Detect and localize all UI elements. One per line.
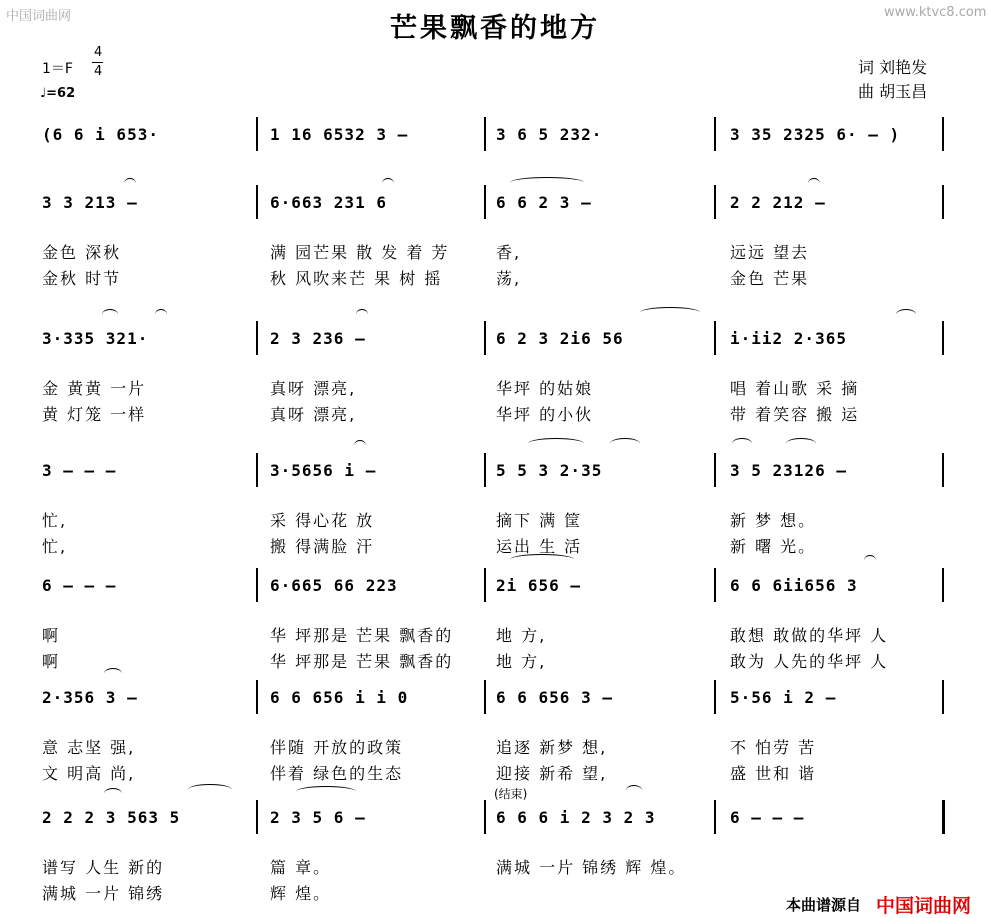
bar-line	[256, 800, 258, 834]
slur-curve	[124, 178, 136, 189]
lyric-verse-2: 辉 煌。	[270, 884, 332, 903]
ending-label: (结束)	[494, 787, 528, 801]
melody-measure: 3·5656 i –	[270, 461, 377, 480]
composer-credit: 曲 胡玉昌	[858, 82, 928, 101]
bar-line	[714, 680, 716, 714]
slur-curve	[354, 440, 366, 451]
bar-line	[942, 117, 944, 151]
melody-measure: 6 6 6ii656 3	[730, 576, 858, 595]
lyric-verse-1: 地 方,	[496, 626, 547, 645]
time-signature-line	[92, 62, 103, 63]
lyric-verse-1: 摘下 满 筐	[496, 511, 583, 530]
slur-curve	[102, 309, 118, 320]
bar-line	[714, 453, 716, 487]
melody-measure: 2i 656 –	[496, 576, 582, 595]
lyric-verse-1: 华坪 的姑娘	[496, 379, 594, 398]
lyric-verse-2: 文 明高 尚,	[42, 764, 136, 783]
bar-line	[942, 568, 944, 602]
song-title: 芒果飘香的地方	[390, 13, 600, 44]
bar-line	[714, 185, 716, 219]
bar-line	[714, 117, 716, 151]
melody-measure: 3·335 321·	[42, 329, 149, 348]
lyric-verse-2: 啊	[42, 652, 61, 671]
melody-measure: 5 5 3 2·35	[496, 461, 603, 480]
melody-measure: 1 16 6532 3 –	[270, 125, 409, 144]
slur-curve	[640, 307, 700, 318]
lyric-verse-2: 真呀 漂亮,	[270, 405, 357, 424]
bar-line	[942, 321, 944, 355]
bar-line	[484, 568, 486, 602]
lyric-verse-2: 金色 芒果	[730, 269, 810, 288]
melody-measure: 5·56 i 2 –	[730, 688, 837, 707]
melody-measure: (6 6 i 653·	[42, 125, 159, 144]
slur-curve	[626, 785, 642, 796]
bar-line	[484, 453, 486, 487]
lyric-verse-1: 采 得心花 放	[270, 511, 375, 530]
bar-line	[714, 321, 716, 355]
bar-line	[484, 680, 486, 714]
melody-measure: 6·663 231 6	[270, 193, 387, 212]
slur-curve	[510, 177, 584, 188]
lyric-verse-1: 啊	[42, 626, 61, 645]
lyric-verse-1: 不 怕劳 苦	[730, 738, 817, 757]
time-signature-top: 4	[94, 45, 103, 60]
lyric-verse-1: 篇 章。	[270, 858, 332, 877]
slur-curve	[382, 178, 394, 189]
slur-curve	[296, 786, 356, 797]
slur-curve	[528, 438, 584, 449]
bar-line	[256, 453, 258, 487]
slur-curve	[155, 309, 167, 320]
slur-curve	[510, 554, 574, 565]
lyric-verse-1: 伴随 开放的政策	[270, 738, 404, 757]
time-signature-bottom: 4	[94, 64, 103, 79]
lyric-verse-1: 远远 望去	[730, 243, 810, 262]
melody-measure: 6 6 656 i i 0	[270, 688, 409, 707]
lyric-verse-2: 新 曙 光。	[730, 537, 817, 556]
lyric-verse-2: 地 方,	[496, 652, 547, 671]
slur-curve	[896, 309, 916, 320]
footer-source: 本曲谱源自	[786, 896, 862, 914]
lyric-verse-2: 黄 灯笼 一样	[42, 405, 147, 424]
bar-line	[484, 800, 486, 834]
lyric-verse-1: 满 园芒果 散 发 着 芳	[270, 243, 450, 262]
melody-measure: 3 3 213 –	[42, 193, 138, 212]
lyricist-credit: 词 刘艳发	[858, 58, 928, 77]
lyric-verse-1: 意 志坚 强,	[42, 738, 136, 757]
bar-line	[256, 185, 258, 219]
melody-measure: 6 – – –	[42, 576, 117, 595]
lyric-verse-1: 忙,	[42, 511, 68, 530]
slur-curve	[188, 784, 232, 795]
melody-measure: 2 2 212 –	[730, 193, 826, 212]
slur-curve	[864, 555, 876, 566]
lyric-verse-2: 华 坪那是 芒果 飘香的	[270, 652, 454, 671]
melody-measure: 2 3 5 6 –	[270, 808, 366, 827]
lyric-verse-2: 盛 世和 谐	[730, 764, 817, 783]
bar-line	[484, 321, 486, 355]
bar-line	[484, 117, 486, 151]
key-signature: 1＝F	[42, 61, 73, 77]
lyric-verse-1: 唱 着山歌 采 摘	[730, 379, 860, 398]
melody-measure: 2·356 3 –	[42, 688, 138, 707]
lyric-verse-1: 谱写 人生 新的	[42, 858, 165, 877]
lyric-verse-2: 带 着笑容 搬 运	[730, 405, 860, 424]
melody-measure: 3 6 5 232·	[496, 125, 603, 144]
slur-curve	[104, 668, 122, 679]
lyric-verse-1: 华 坪那是 芒果 飘香的	[270, 626, 454, 645]
melody-measure: 2 3 236 –	[270, 329, 366, 348]
lyric-verse-2: 运出 生 活	[496, 537, 583, 556]
lyric-verse-1: 敢想 敢做的华坪 人	[730, 626, 889, 645]
bar-line	[256, 321, 258, 355]
watermark-right: www.ktvc8.com	[884, 5, 987, 20]
lyric-verse-1: 追逐 新梦 想,	[496, 738, 608, 757]
lyric-verse-1: 香,	[496, 243, 522, 262]
lyric-verse-2: 迎接 新希 望,	[496, 764, 608, 783]
lyric-verse-2: 华坪 的小伙	[496, 405, 594, 424]
tempo-marking: ♩=62	[40, 86, 76, 101]
slur-curve	[808, 178, 820, 189]
lyric-verse-1: 金色 深秋	[42, 243, 122, 262]
bar-line	[942, 800, 945, 834]
bar-line	[714, 568, 716, 602]
bar-line	[942, 680, 944, 714]
lyric-verse-2: 忙,	[42, 537, 68, 556]
melody-measure: 6 2 3 2i6 56	[496, 329, 624, 348]
bar-line	[484, 185, 486, 219]
slur-curve	[732, 438, 752, 449]
slur-curve	[786, 438, 816, 449]
slur-curve	[610, 438, 640, 449]
bar-line	[942, 185, 944, 219]
melody-measure: 6 6 6 i 2 3 2 3	[496, 808, 656, 827]
lyric-verse-2: 秋 风吹来芒 果 树 摇	[270, 269, 443, 288]
lyric-verse-1: 新 梦 想。	[730, 511, 817, 530]
lyric-verse-2: 敢为 人先的华坪 人	[730, 652, 889, 671]
lyric-verse-2: 满城 一片 锦绣	[42, 884, 165, 903]
lyric-verse-2: 伴着 绿色的生态	[270, 764, 404, 783]
bar-line	[256, 117, 258, 151]
lyric-verse-2: 金秋 时节	[42, 269, 122, 288]
melody-measure: 3 35 2325 6· – )	[730, 125, 901, 144]
melody-measure: i·ii2 2·365	[730, 329, 847, 348]
footer-site: 中国词曲网	[876, 895, 972, 917]
lyric-verse-1: 金 黄黄 一片	[42, 379, 147, 398]
lyric-verse-1: 真呀 漂亮,	[270, 379, 357, 398]
lyric-verse-2: 荡,	[496, 269, 522, 288]
melody-measure: 6 – – –	[730, 808, 805, 827]
melody-measure: 2 2 2 3 563 5	[42, 808, 181, 827]
bar-line	[256, 568, 258, 602]
melody-measure: 6·665 66 223	[270, 576, 398, 595]
bar-line	[942, 453, 944, 487]
lyric-verse-1: 满城 一片 锦绣 辉 煌。	[496, 858, 687, 877]
lyric-verse-2: 搬 得满脸 汗	[270, 537, 375, 556]
bar-line	[256, 680, 258, 714]
melody-measure: 6 6 656 3 –	[496, 688, 613, 707]
melody-measure: 3 5 23126 –	[730, 461, 847, 480]
melody-measure: 6 6 2 3 –	[496, 193, 592, 212]
slur-curve	[104, 788, 122, 799]
bar-line	[714, 800, 716, 834]
melody-measure: 3 – – –	[42, 461, 117, 480]
slur-curve	[356, 309, 368, 320]
watermark-left: 中国词曲网	[6, 9, 72, 24]
